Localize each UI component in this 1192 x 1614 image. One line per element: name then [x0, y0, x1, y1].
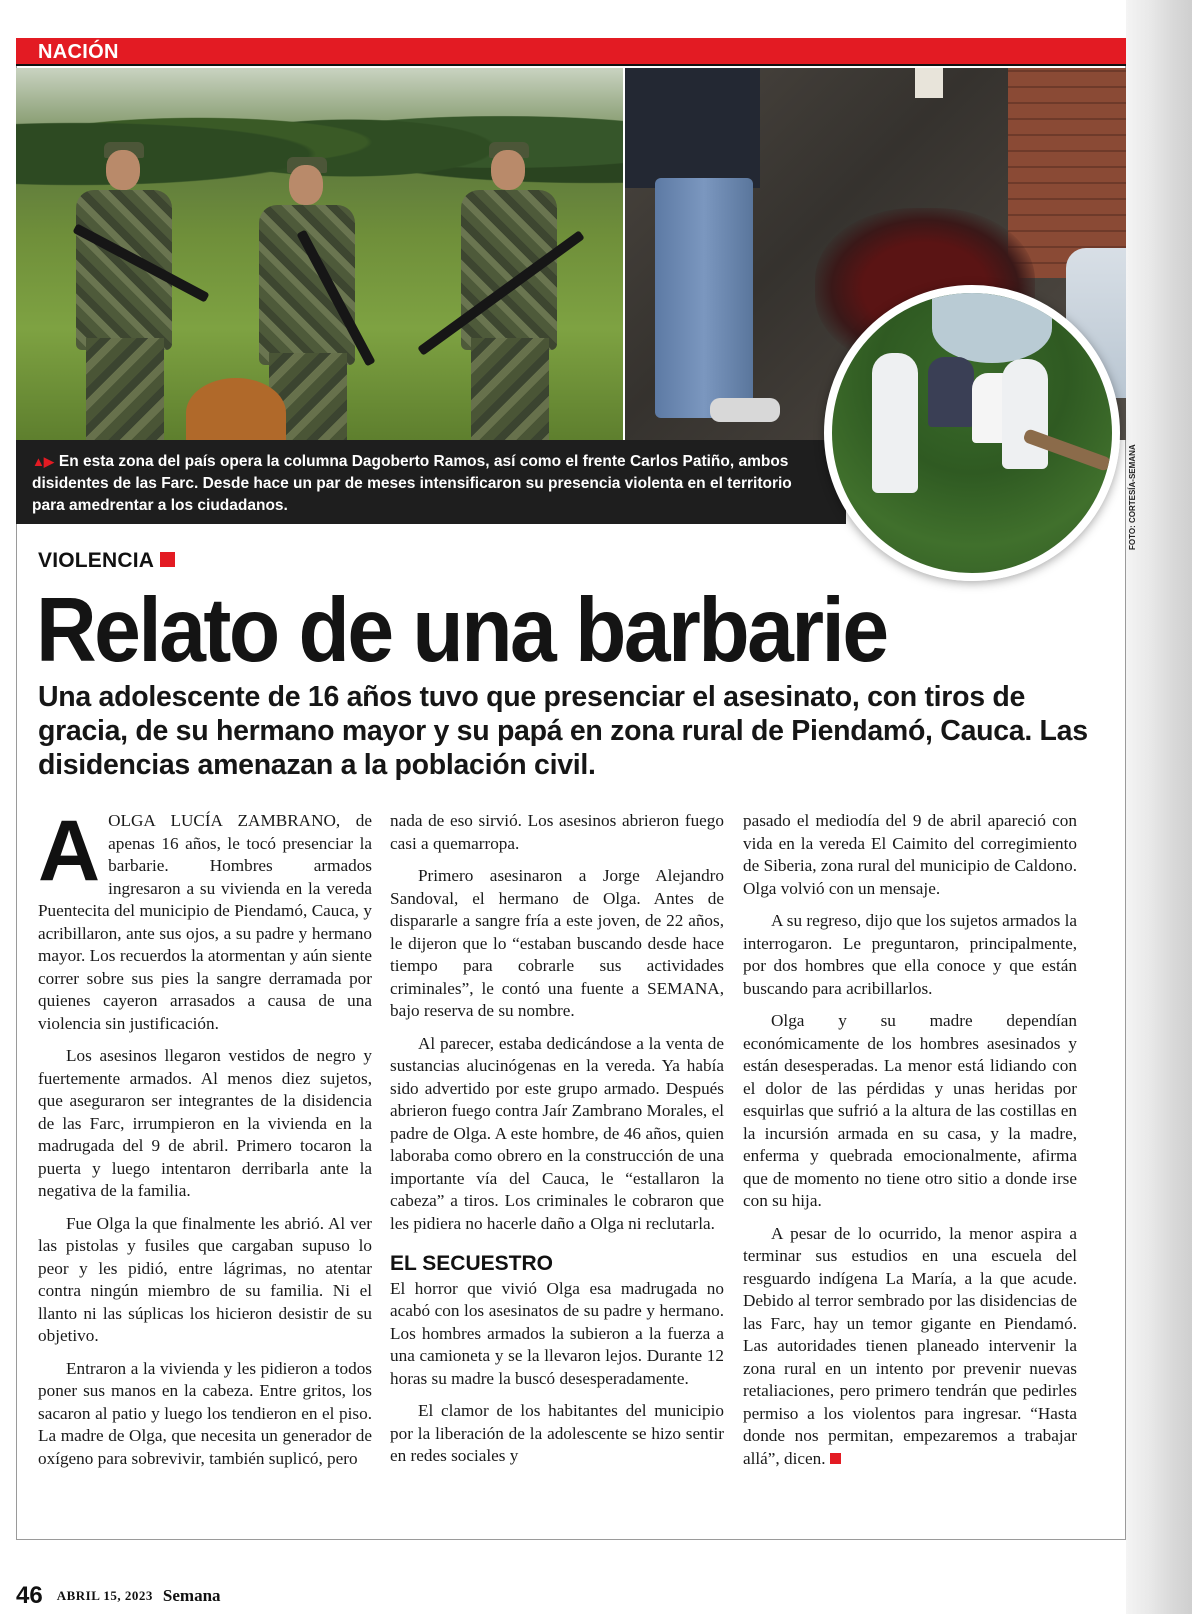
end-mark-icon — [830, 1453, 841, 1464]
dek: Una adolescente de 16 años tuvo que presenciar el asesinato, con tiros de gracia, de su hermano mayor y su papá en zona rural de Piendamó, Cauca. Las disidencias amenazan a la población civil. — [38, 681, 1088, 781]
photo-bucket — [915, 68, 943, 98]
article-column-1 — [38, 803, 372, 1480]
paragraph: Primero asesinaron a Jorge Alejandro Sandoval, el hermano de Olga. Antes de dispararle a sangre fría a este joven, de 22 años, le dijeron que lo “estaban buscando desde hace tiempo para cobrarle sus actividades criminales”, le contó una fuente a SEMANA, bajo reserva de su nombre. — [390, 866, 724, 1020]
photo-caption-text: En esta zona del país opera la columna Dagoberto Ramos, así como el frente Carlos Patiño, ambos disidentes de las Farc. Desde hace un par de meses intensificaron su presencia violenta en el territorio para amedrentar a los ciudadanos. — [32, 453, 792, 514]
paragraph: El horror que vivió Olga esa madrugada no acabó con los asesinatos de su padre y hermano. Los hombres armados la subieron a la fuerza a una camioneta y se la llevaron lejos. Durante 12 horas su madre la buscó desesperadamente. — [390, 1278, 724, 1388]
photo-person-jeans — [655, 178, 753, 418]
issue-date: ABRIL 15, 2023 — [56, 1588, 153, 1603]
paragraph: A su regreso, dijo que los sujetos armados la interrogaron. Le preguntaron, principalmente, por dos hombres que ella conoce y que están buscando para acribillarlos. — [743, 911, 1077, 998]
subhead: EL SECUESTRO — [390, 1252, 553, 1275]
photo-person-jacket — [625, 68, 760, 188]
page-number: 46 — [16, 1582, 43, 1609]
page-curl-shadow — [1126, 0, 1192, 1614]
drop-cap: A — [38, 803, 101, 899]
paragraph: pasado el mediodía del 9 de abril apareció con vida en la vereda El Caimito del corregimiento de Siberia, zona rural del municipio de Caldono. Olga volvió con un mensaje. — [743, 811, 1077, 898]
paragraph: El clamor de los habitantes del municipio por la liberación de la adolescente se hizo sentir en redes sociales y — [390, 1401, 724, 1465]
paragraph: OLGA LUCÍA ZAMBRANO, de apenas 16 años, le tocó presenciar la barbarie. Hombres armados ingresaron a su vivienda en la vereda Puentecita del municipio de Piendamó, Cauca, y acribillaron, ante sus ojos, a su padre y hermano mayor. Los recuerdos la atormentan y aún siente correr sobre sus pies la sangre derramada por quienes cayeron arrasados a causa de una violencia sin justificación. — [38, 811, 372, 1033]
photo-credit: FOTO: CORTESÍA-SEMANA — [1128, 444, 1137, 550]
kicker-square-icon — [160, 552, 175, 567]
headline: Relato de una barbarie — [36, 578, 887, 681]
caption-arrows-icon: ▲▶ — [32, 454, 53, 469]
kicker — [38, 549, 175, 573]
photo-caption — [32, 451, 822, 517]
section-label: NACIÓN — [38, 41, 119, 63]
photo-brick-wall — [1008, 68, 1126, 278]
photo-forensic-suit — [1002, 359, 1048, 469]
paragraph: Los asesinos llegaron vestidos de negro y fuertemente armados. Al menos diez sujetos, que aseguraron ser integrantes de la disidencia de las Farc, irrumpieron en la vivienda en la madrugada del 9 de abril. Primero tocaron la puerta y luego intentaron derribarla ante la negativa de la familia. — [38, 1046, 372, 1200]
page-footer — [16, 1582, 221, 1610]
paragraph: Al parecer, estaba dedicándose a la venta de sustancias alucinógenas en la vereda. Ya había sido advertido por este grupo armado. Después abrieron fuego contra Jaír Zambrano Morales, el padre de Olga. A este hombre, de 46 años, quien laboraba como obrero en la construcción de una importante vía del Cauca, le “estallaron la cabeza” a tiros. Los criminales le cobraron que les pidiera no hacerle daño a Olga ni reclutarla. — [390, 1033, 724, 1233]
photo-sky — [932, 293, 1052, 363]
paragraph: Fue Olga la que finalmente les abrió. Al ver las pistolas y fusiles que cargaban supuso lo peor y les pidió, entre lágrimas, no atentar contra ningún miembro de su familia. Ni el llanto ni las súplicas los hicieron desistir de su objetivo. — [38, 1213, 372, 1345]
photo-forensic-team — [824, 285, 1120, 581]
photo-armed-dissidents — [16, 68, 623, 440]
photo-forensic-suit — [872, 353, 918, 493]
paragraph: Entraron a la vivienda y les pidieron a todos poner sus manos en la cabeza. Entre gritos, los sacaron al patio y luego los tendieron en el piso. La madre de Olga, que necesita un generador de oxígeno para sobrevivir, también suplicó, pero — [38, 1358, 372, 1468]
article-column-2 — [390, 810, 724, 1478]
photo-shoe — [710, 398, 780, 422]
paragraph: nada de eso sirvió. Los asesinos abrieron fuego casi a quemarropa. — [390, 811, 724, 853]
photo-person — [928, 357, 974, 427]
paragraph-last — [743, 1223, 1077, 1471]
paragraph-last-text: A pesar de lo ocurrido, la menor aspira a terminar sus estudios en una escuela del resguardo indígena La María, a la que acude. Debido al terror sembrado por las disidencias de las Farc, hay un temor gigante en Piendamó. Las autoridades tienen planeado intervenir la zona rural en un intento por prevenir nuevas retaliaciones, pero primero tendrán que pedirles permiso a los violentos para ingresar. “Hasta donde nos permitan, empezaremos a trabajar allá”, dicen. — [743, 1223, 1077, 1468]
magazine-name: Semana — [162, 1586, 221, 1605]
paragraph: Olga y su madre dependían económicamente de los hombres asesinados y están desesperadas. La menor está lidiando con el dolor de las pérdidas y unas heridas por esquirlas que sufrió a la altura de las costillas en la incursión armada en su casa, y la madre, enferma y quebrada emocionalmente, afirma que de momento no tiene otro sitio a donde irse con su hija. — [743, 1011, 1077, 1210]
photo-dog — [186, 378, 286, 440]
section-bar — [16, 38, 1126, 66]
kicker-text: VIOLENCIA — [38, 549, 155, 572]
article-column-3 — [743, 810, 1077, 1480]
